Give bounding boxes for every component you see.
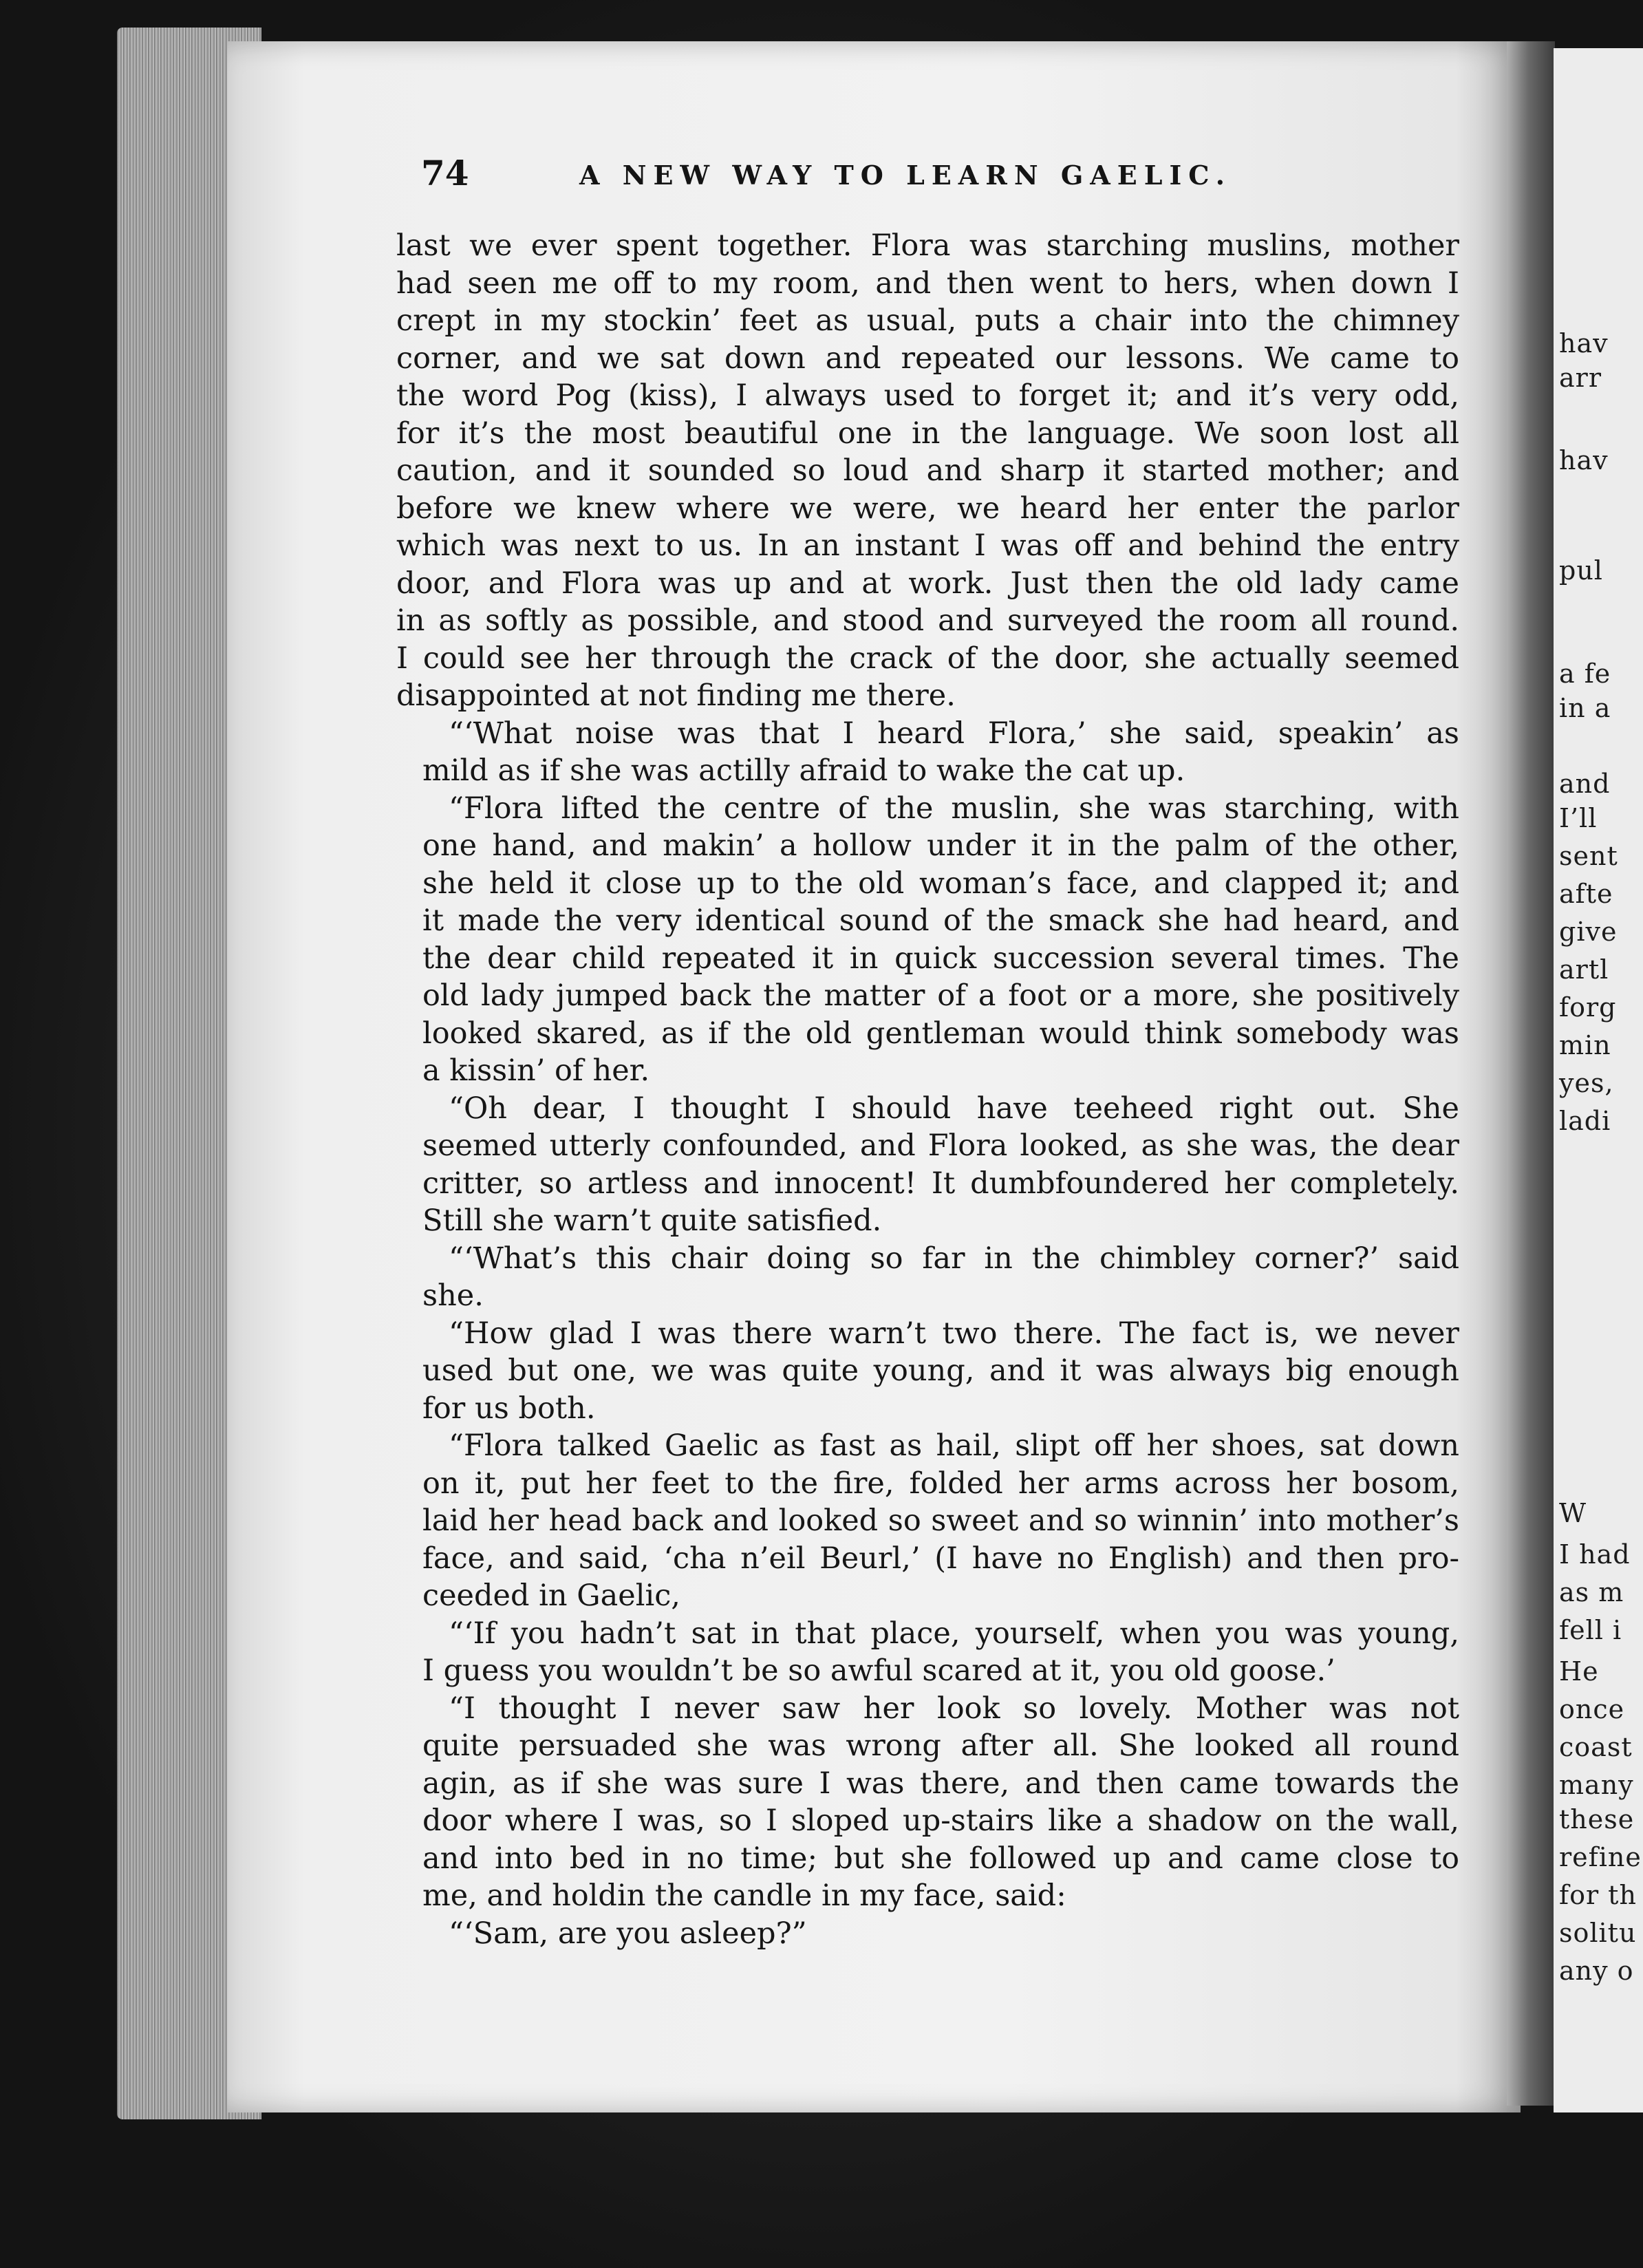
- facing-page-text-fragment: as m: [1559, 1577, 1624, 1607]
- facing-page-text-fragment: artl: [1559, 954, 1609, 985]
- text-line: mild as if she was actilly afraid to wake the cat up.: [422, 753, 1185, 788]
- facing-page-text-fragment: fell i: [1559, 1615, 1622, 1645]
- text-line: critter, so artless and innocent! It dumbfoundered her completely.: [422, 1166, 1459, 1201]
- text-line: old lady jumped back the matter of a foot or a more, she positively: [422, 978, 1459, 1013]
- text-line: door, and Flora was up and at work. Just then the old lady came: [396, 566, 1459, 601]
- paragraph: [396, 1615, 1459, 1690]
- text-line: crept in my stockin’ feet as usual, puts a chair into the chimney: [396, 303, 1459, 338]
- text-line: looked skared, as if the old gentleman would think somebody was: [422, 1016, 1459, 1051]
- text-line: “‘What’s this chair doing so far in the chimbley corner?’ said: [449, 1241, 1459, 1276]
- text-line: “‘What noise was that I heard Flora,’ she said, speakin’ as: [449, 716, 1459, 751]
- paragraph: [396, 227, 1459, 715]
- paragraph: [396, 1915, 1459, 1953]
- text-line: “How glad I was there warn’t two there. The fact is, we never: [449, 1316, 1459, 1351]
- facing-page-text-fragment: min: [1559, 1030, 1611, 1060]
- text-line: “Flora talked Gaelic as fast as hail, slipt off her shoes, sat down: [449, 1429, 1459, 1463]
- facing-page-text-fragment: any o: [1559, 1956, 1634, 1986]
- text-line: in as softly as possible, and stood and surveyed the room all round.: [396, 603, 1459, 638]
- facing-page-text-fragment: hav: [1559, 445, 1609, 475]
- text-line: laid her head back and looked so sweet and so winnin’ into mother’s: [422, 1504, 1459, 1538]
- text-line: ceeded in Gaelic,: [422, 1579, 680, 1613]
- facing-page-text-fragment: a fe: [1559, 659, 1611, 689]
- facing-page-text-fragment: ladi: [1559, 1106, 1611, 1136]
- text-line: face, and said, ‘cha n’eil Beurl,’ (I have no English) and then pro-: [422, 1541, 1459, 1576]
- paragraph: [396, 1690, 1459, 1915]
- text-line: “Oh dear, I thought I should have teeheed right out. She: [449, 1091, 1459, 1126]
- paragraph: [396, 1427, 1459, 1615]
- text-line: seemed utterly confounded, and Flora looked, as she was, the dear: [422, 1128, 1459, 1163]
- text-line: the word Pog (kiss), I always used to forget it; and it’s very odd,: [396, 378, 1459, 413]
- text-line: disappointed at not finding me there.: [396, 678, 956, 713]
- text-line: used but one, we was quite young, and it was always big enough: [422, 1354, 1459, 1388]
- paragraph: [396, 715, 1459, 790]
- text-line: the dear child repeated it in quick succession several times. The: [422, 941, 1459, 976]
- facing-page-text-fragment: I’ll: [1559, 803, 1598, 833]
- text-line: on it, put her feet to the fire, folded her arms across her bosom,: [422, 1466, 1459, 1501]
- facing-page-text-fragment: in a: [1559, 693, 1611, 723]
- facing-page-text-fragment: give: [1559, 917, 1618, 947]
- paragraph: [396, 1315, 1459, 1428]
- facing-page-text-fragment: forg: [1559, 992, 1617, 1023]
- text-line: me, and holdin the candle in my face, said:: [422, 1879, 1066, 1913]
- text-line: “Flora lifted the centre of the muslin, she was starching, with: [449, 791, 1459, 826]
- text-line: corner, and we sat down and repeated our lessons. We came to: [396, 341, 1459, 376]
- facing-page-text-fragment: pul: [1559, 555, 1603, 586]
- facing-page-text-fragment: coast: [1559, 1732, 1633, 1762]
- facing-page-text-fragment: many: [1559, 1770, 1634, 1800]
- book-page-right-fragment: [1554, 48, 1643, 2112]
- paragraph: [396, 1090, 1459, 1240]
- facing-page-text-fragment: refine: [1559, 1842, 1642, 1872]
- text-line: I guess you wouldn’t be so awful scared at it, you old goose.’: [422, 1654, 1335, 1688]
- facing-page-text-fragment: solitu: [1559, 1918, 1637, 1948]
- text-line: Still she warn’t quite satisfied.: [422, 1203, 882, 1238]
- facing-page-text-fragment: W: [1559, 1498, 1587, 1528]
- facing-page-text-fragment: arr: [1559, 363, 1602, 393]
- text-line: it made the very identical sound of the smack she had heard, and: [422, 903, 1459, 938]
- text-line: and into bed in no time; but she followed up and came close to: [422, 1841, 1459, 1876]
- text-line: had seen me off to my room, and then went to hers, when down I: [396, 266, 1459, 301]
- facing-page-text-fragment: I had: [1559, 1539, 1631, 1570]
- facing-page-text-fragment: He: [1559, 1656, 1599, 1687]
- body-text: [396, 227, 1459, 1952]
- facing-page-text-fragment: and: [1559, 769, 1611, 799]
- facing-page-text-fragment: these: [1559, 1804, 1635, 1834]
- text-line: for us both.: [422, 1391, 596, 1426]
- running-head: A NEW WAY TO LEARN GAELIC.: [579, 160, 1232, 191]
- text-line: before we knew where we were, we heard her enter the parlor: [396, 491, 1459, 526]
- text-line: “I thought I never saw her look so lovely. Mother was not: [449, 1691, 1459, 1726]
- text-line: she.: [422, 1279, 484, 1313]
- text-line: “‘If you hadn’t sat in that place, yourself, when you was young,: [449, 1616, 1459, 1651]
- text-line: door where I was, so I sloped up-stairs like a shadow on the wall,: [422, 1804, 1459, 1838]
- text-line: I could see her through the crack of the door, she actually seemed: [396, 641, 1459, 676]
- text-line: caution, and it sounded so loud and sharp it started mother; and: [396, 453, 1459, 488]
- facing-page-text-fragment: yes,: [1559, 1068, 1614, 1098]
- facing-page-text-fragment: for th: [1559, 1880, 1637, 1910]
- text-line: for it’s the most beautiful one in the language. We soon lost all: [396, 416, 1459, 451]
- facing-page-text-fragment: hav: [1559, 328, 1609, 359]
- paragraph: [396, 1240, 1459, 1315]
- facing-page-text-fragment: sent: [1559, 841, 1618, 871]
- text-line: which was next to us. In an instant I was off and behind the entry: [396, 528, 1459, 563]
- text-line: agin, as if she was sure I was there, and then came towards the: [422, 1766, 1459, 1801]
- facing-page-text-fragment: once: [1559, 1694, 1625, 1724]
- facing-page-text-fragment: afte: [1559, 879, 1613, 909]
- text-line: one hand, and makin’ a hollow under it in the palm of the other,: [422, 828, 1459, 863]
- text-line: quite persuaded she was wrong after all. She looked all round: [422, 1729, 1459, 1763]
- paragraph: [396, 790, 1459, 1090]
- text-line: “‘Sam, are you asleep?”: [449, 1916, 807, 1951]
- text-line: last we ever spent together. Flora was starching muslins, mother: [396, 228, 1459, 263]
- book-gutter: [1507, 41, 1555, 2106]
- text-line: she held it close up to the old woman’s face, and clapped it; and: [422, 866, 1459, 901]
- page-header: [421, 153, 1467, 194]
- page-number: 74: [421, 153, 469, 193]
- text-line: a kissin’ of her.: [422, 1053, 650, 1088]
